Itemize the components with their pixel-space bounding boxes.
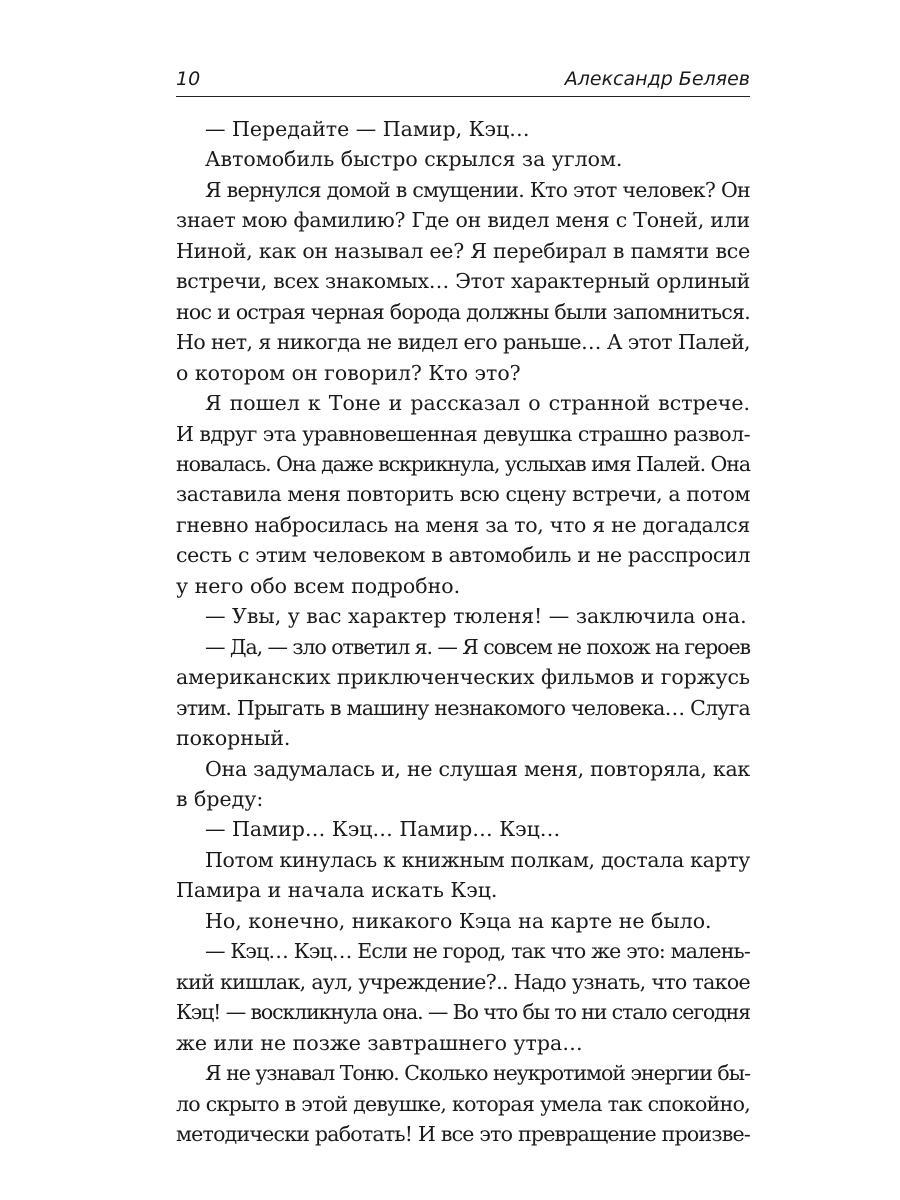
text-line: И вдруг эта уравновешенная девушка страшно развол-	[176, 421, 750, 446]
text-line: — Да, — зло ответил я. — Я совсем не похож на героев	[205, 634, 750, 659]
text-line: сесть с этим человеком в автомобиль и не расспросил	[176, 543, 750, 568]
text-line: заставила меня повторить всю сцену встречи, а потом	[176, 482, 750, 507]
text-line: новалась. Она даже вскрикнула, услыхав имя Палей. Она	[176, 451, 750, 476]
text-line: методически работать! И все это превращение произве-	[176, 1121, 750, 1146]
text-line: о котором он говорил? Кто это?	[176, 360, 521, 385]
text-line: — Увы, у вас характер тюленя! — заключила она.	[205, 604, 747, 629]
text-line: в бреду:	[176, 786, 264, 811]
text-line: Кэц! — воскликнула она. — Во что бы то ни стало сегодня	[176, 1000, 750, 1025]
text-line: Но, конечно, никакого Кэца на карте не было.	[205, 908, 712, 933]
body-text	[176, 114, 750, 1149]
running-head-author: Александр Беляев	[564, 68, 750, 90]
text-line: же или не позже завтрашнего утра…	[176, 1030, 583, 1055]
text-line: — Кэц… Кэц… Если не город, так что же это: малень-	[205, 939, 750, 964]
text-line: американских приключенческих фильмов и горжусь	[176, 665, 751, 690]
text-line: — Передайте — Памир, Кэц…	[205, 117, 530, 141]
text-line: знает мою фамилию? Где он видел меня с Тоней, или	[176, 208, 750, 233]
text-line: этим. Прыгать в машину незнакомого человека… Слуга	[176, 695, 750, 720]
text-line: гневно набросилась на меня за то, что я не догадался	[176, 512, 750, 537]
text-line: нос и острая черная борода должны были запомниться.	[176, 299, 750, 324]
text-line: — Памир… Кэц… Памир… Кэц…	[205, 817, 561, 842]
text-line: Я пошел к Тоне и рассказал о странной встрече.	[205, 391, 750, 416]
text-line: встречи, всех знакомых… Этот характерный орлиный	[176, 269, 750, 294]
text-line: кий кишлак, аул, учреждение?.. Надо узнать, что такое	[176, 969, 750, 994]
text-line: Потом кинулась к книжным полкам, достала карту	[205, 847, 750, 872]
page-number: 10	[176, 68, 201, 90]
text-line: покорный.	[176, 726, 291, 751]
text-line: Ниной, как он называл ее? Я перебирал в памяти все	[176, 238, 750, 263]
text-line: Автомобиль быстро скрылся за углом.	[205, 147, 623, 172]
text-line: Я вернулся домой в смущении. Кто этот человек? Он	[205, 177, 750, 202]
text-line: Я не узнавал Тоню. Сколько неукротимой энергии бы-	[205, 1061, 750, 1086]
text-line: у него обо всем подробно.	[176, 573, 461, 598]
text-line: Памира и начала искать Кэц.	[176, 878, 498, 903]
text-line: ло скрыто в этой девушке, которая умела так спокойно,	[176, 1091, 750, 1116]
text-line: Но нет, я никогда не видел его раньше… А этот Палей,	[176, 330, 750, 355]
page-header	[176, 64, 750, 97]
text-line: Она задумалась и, не слушая меня, повторяла, как	[205, 756, 750, 781]
